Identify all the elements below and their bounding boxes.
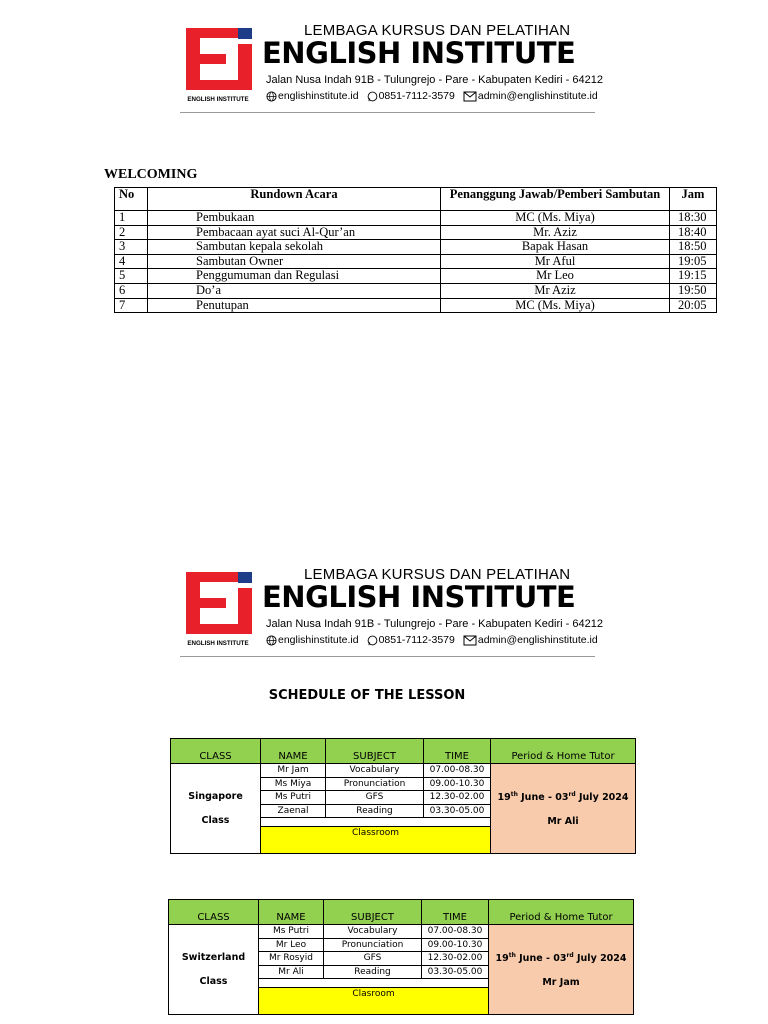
rundown-pic: Mr. Aziz [441,225,670,240]
rundown-time: 18:50 [670,240,717,255]
contact-line [266,634,598,646]
logo-caption: ENGLISH INSTITUTE [187,640,249,647]
header-subject: SUBJECT [324,900,422,925]
tutor-name: Mr Rosyid [259,952,324,966]
home-tutor: Mr Ali [547,816,579,828]
class-name: Switzerland [181,951,246,963]
header-time: TIME [422,900,489,925]
rundown-item: Pembacaan ayat suci Al-Qur’an [148,225,441,240]
rundown-body [115,211,717,313]
email-text: admin@englishinstitute.id [477,634,598,646]
subject: Reading [324,965,422,979]
rundown-row [115,240,717,255]
tutor-name: Ms Putri [261,791,326,805]
rundown-row [115,283,717,298]
schedule-row [171,764,636,778]
col-time: Jam [670,188,717,211]
tutor-name: Ms Miya [261,777,326,791]
rundown-row [115,269,717,284]
email-icon [463,635,477,646]
rundown-pic: Mr Aziz [441,283,670,298]
schedule-title: SCHEDULE OF THE LESSON [268,688,466,703]
class-label: Class [199,975,228,987]
institute-name: ENGLISH INSTITUTE [262,36,576,70]
tutor-name: Ms Putri [259,925,324,939]
tutor-name: Mr Leo [259,938,324,952]
rundown-time: 20:05 [670,298,717,313]
rundown-row [115,254,717,269]
home-tutor: Mr Jam [542,977,580,989]
rundown-pic: MC (Ms. Miya) [441,298,670,313]
rundown-no: 3 [115,240,148,255]
time-slot: 12.30-02.00 [422,952,489,966]
logo-caption: ENGLISH INSTITUTE [187,96,249,103]
time-slot: 09.00-10.30 [424,777,491,791]
english-institute-logo [182,24,254,106]
org-type: LEMBAGA KURSUS DAN PELATIHAN [304,22,571,39]
subject: GFS [324,952,422,966]
rundown-pic: MC (Ms. Miya) [441,211,670,226]
rundown-item: Penggumuman dan Regulasi [148,269,441,284]
tutor-name: Zaenal [261,804,326,818]
rundown-table [114,187,717,313]
rundown-no: 2 [115,225,148,240]
schedule-row [169,925,634,939]
subject: Pronunciation [324,938,422,952]
rundown-no: 1 [115,211,148,226]
time-slot: 03.30-05.00 [424,804,491,818]
schedule-header-row [169,900,634,925]
rundown-no: 5 [115,269,148,284]
english-institute-logo [182,568,254,650]
schedule-table [170,738,636,854]
subject: Reading [326,804,424,818]
email-text: admin@englishinstitute.id [477,90,598,102]
rundown-row [115,211,717,226]
phone-text: 0851-7112-3579 [378,634,455,646]
rundown-time: 18:30 [670,211,717,226]
tutor-name: Mr Ali [259,965,324,979]
org-type: LEMBAGA KURSUS DAN PELATIHAN [304,566,571,583]
institute-name: ENGLISH INSTITUTE [262,580,576,614]
class-cell [171,764,261,854]
rundown-time: 19:15 [670,269,717,284]
contact-line [266,90,598,102]
col-rundown: Rundown Acara [148,188,441,211]
header-name: NAME [261,739,326,764]
rundown-time: 19:50 [670,283,717,298]
email-icon [463,91,477,102]
subject: GFS [326,791,424,805]
rundown-item: Penutupan [148,298,441,313]
letterhead-bottom [180,566,603,660]
rundown-row [115,225,717,240]
rundown-time: 19:05 [670,254,717,269]
time-slot: 12.30-02.00 [424,791,491,805]
institute-address: Jalan Nusa Indah 91B - Tulungrejo - Pare - Kabupaten Kediri - 64212 [266,618,603,630]
rundown-item: Do’a [148,283,441,298]
header-class: CLASS [169,900,259,925]
whatsapp-icon [367,635,378,646]
globe-icon [266,635,277,646]
period-range: 19th June - 03rd July 2024 [495,951,627,965]
subject: Vocabulary [326,764,424,778]
header-time: TIME [424,739,491,764]
col-pic: Penanggung Jawab/Pemberi Sambutan [441,188,670,211]
phone-text: 0851-7112-3579 [378,90,455,102]
rundown-time: 18:40 [670,225,717,240]
class-label: Class [201,814,230,826]
rundown-no: 7 [115,298,148,313]
whatsapp-icon [367,91,378,102]
subject: Pronunciation [326,777,424,791]
time-slot: 07.00-08.30 [424,764,491,778]
header-name: NAME [259,900,324,925]
room-cell: Classroom [261,827,491,854]
letterhead-divider [180,656,595,657]
rundown-item: Sambutan Owner [148,254,441,269]
schedule-header-row [171,739,636,764]
rundown-no: 4 [115,254,148,269]
time-slot: 07.00-08.30 [422,925,489,939]
time-slot: 03.30-05.00 [422,965,489,979]
website-text: englishinstitute.id [278,634,359,646]
letterhead-top [180,22,603,116]
letterhead-divider [180,112,595,113]
rundown-row [115,298,717,313]
rundown-no: 6 [115,283,148,298]
class-name: Singapore [188,790,243,802]
globe-icon [266,91,277,102]
rundown-pic: Bapak Hasan [441,240,670,255]
institute-address: Jalan Nusa Indah 91B - Tulungrejo - Pare - Kabupaten Kediri - 64212 [266,74,603,86]
rundown-pic: Mr Aful [441,254,670,269]
website-text: englishinstitute.id [278,90,359,102]
welcoming-title: WELCOMING [104,167,198,182]
header-period: Period & Home Tutor [491,739,636,764]
class-cell [169,925,259,1015]
room-cell: Clasroom [259,988,489,1015]
header-period: Period & Home Tutor [489,900,634,925]
subject: Vocabulary [324,925,422,939]
rundown-item: Pembukaan [148,211,441,226]
header-class: CLASS [171,739,261,764]
period-cell [489,925,634,1015]
period-cell [491,764,636,854]
rundown-item: Sambutan kepala sekolah [148,240,441,255]
time-slot: 09.00-10.30 [422,938,489,952]
period-range: 19th June - 03rd July 2024 [497,790,629,804]
col-no: No [115,188,148,211]
rundown-pic: Mr Leo [441,269,670,284]
rundown-header-row [115,188,717,211]
header-subject: SUBJECT [326,739,424,764]
tutor-name: Mr Jam [261,764,326,778]
schedule-table [168,899,634,1015]
